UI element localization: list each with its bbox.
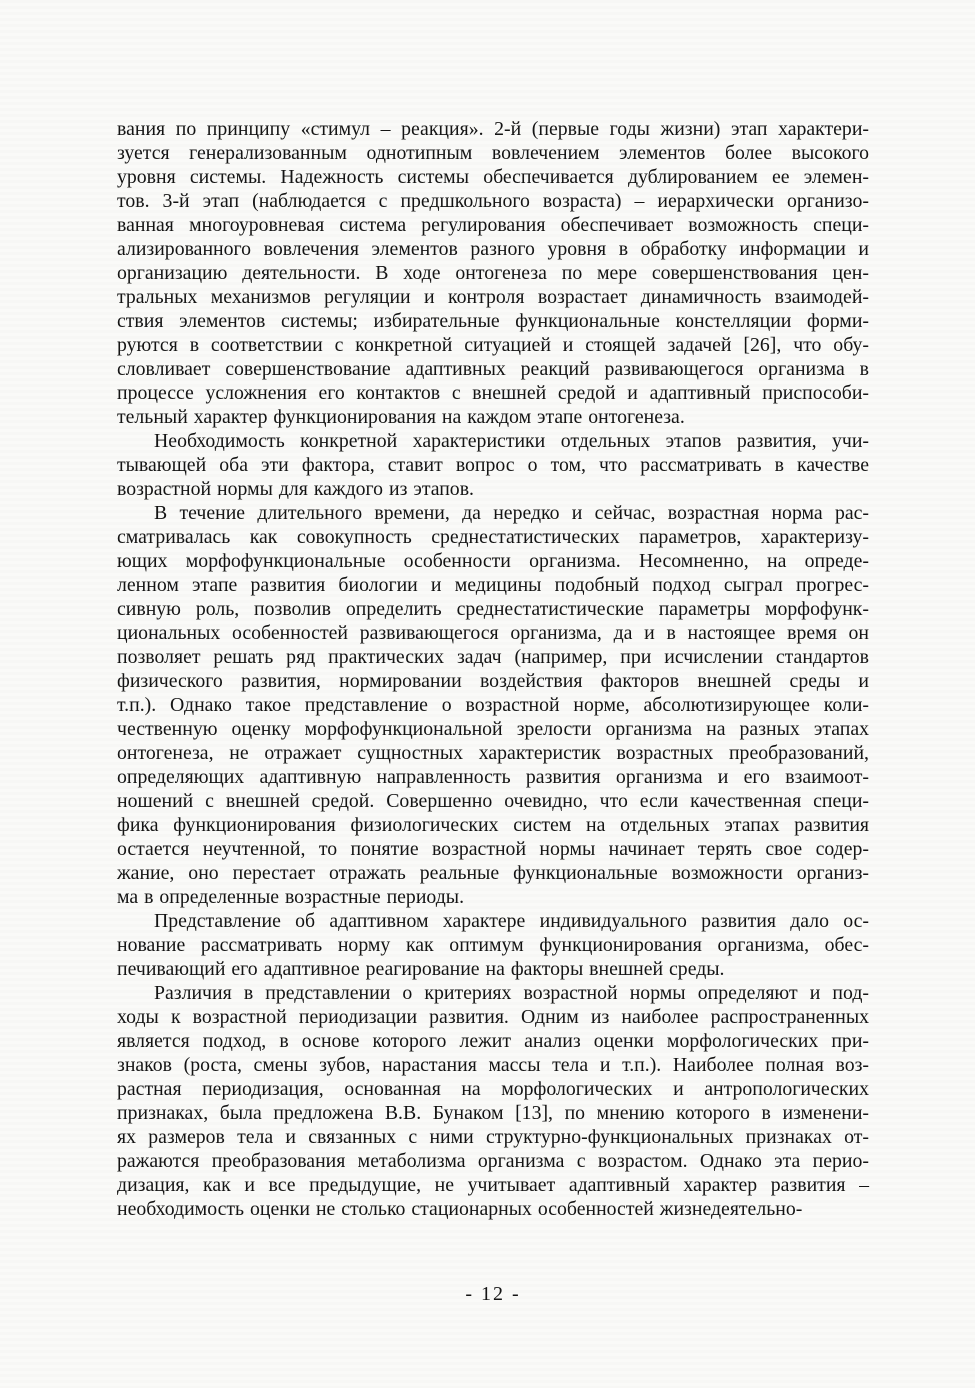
text-line: тывающей оба эти фактора, ставит вопрос о том, что рассматривать в качестве <box>117 454 869 476</box>
text-line: сматривалась как совокупность среднестатистических параметров, характеризу- <box>117 526 869 548</box>
text-line: фика функционирования физиологических систем на отдельных этапах развития <box>117 814 869 836</box>
paragraph <box>117 909 869 981</box>
text-line: вания по принципу «стимул – реакция». 2-й (первые годы жизни) этап характери- <box>117 118 869 140</box>
text-line: растная периодизация, основанная на морфологических и антропологических <box>117 1078 869 1100</box>
text-line: определяющих адаптивную направленность развития организма и его взаимоот- <box>117 766 869 788</box>
page-number: - 12 - <box>465 1283 521 1305</box>
text-line: физического развития, нормировании воздействия факторов внешней среды и <box>117 670 869 692</box>
text-line: словливает совершенствование адаптивных реакций развивающегося организма в <box>117 358 869 380</box>
text-line: ленном этапе развития биологии и медицины подобный подход сыграл прогрес- <box>117 574 869 596</box>
text-line: Различия в представлении о критериях возрастной нормы определяют и под- <box>154 982 869 1004</box>
text-line: ализированного вовлечения элементов разного уровня в обработку информации и <box>117 238 869 260</box>
text-line: организацию деятельности. В ходе онтогенеза по мере совершенствования цен- <box>117 262 869 284</box>
text-line: является подход, в основе которого лежит анализ оценки морфологических при- <box>117 1030 869 1052</box>
text-line: позволяет решать ряд практических задач (например, при исчислении стандартов <box>117 646 869 668</box>
text-line: руются в соответствии с конкретной ситуацией и стоящей задачей [26], что обу- <box>117 334 869 356</box>
text-line: уровня системы. Надежность системы обеспечивается дублированием ее элемен- <box>117 166 869 188</box>
text-line: ражаются преобразования метаболизма организма с возрастом. Однако эта перио- <box>117 1150 869 1172</box>
text-line: нование рассматривать норму как оптимум функционирования организма, обес- <box>117 934 869 956</box>
text-line: тельный характер функционирования на каждом этапе онтогенеза. <box>117 406 685 428</box>
paragraph <box>117 429 869 501</box>
text-line: остается неучтенной, то понятие возрастной нормы начинает терять свое содер- <box>117 838 869 860</box>
text-line: ванная многоуровневая система регулирования обеспечивает возможность специ- <box>117 214 869 236</box>
text-line: процессе усложнения его контактов с внешней средой и адаптивный приспособи- <box>117 382 869 404</box>
text-line: чественную оценку морфофункциональной зрелости организма на разных этапах <box>117 718 869 740</box>
text-line: Представление об адаптивном характере индивидуального развития дало ос- <box>154 910 869 932</box>
text-line: тов. 3-й этап (наблюдается с предшкольного возраста) – иерархически организо- <box>117 190 869 212</box>
page-footer <box>117 1283 869 1306</box>
text-line: Необходимость конкретной характеристики отдельных этапов развития, учи- <box>154 430 869 452</box>
text-line: ходы к возрастной периодизации развития. Одним из наиболее распространенных <box>117 1006 869 1028</box>
text-line: знаков (роста, смены зубов, нарастания массы тела и т.п.). Наиболее полная воз- <box>117 1054 869 1076</box>
text-line: признаках, была предложена В.В. Бунаком [13], по мнению которого в изменени- <box>117 1102 869 1124</box>
text-line: зуется генерализованным однотипным вовлечением элементов более высокого <box>117 142 869 164</box>
text-line: онтогенеза, не отражает сущностных характеристик возрастных преобразований, <box>117 742 869 764</box>
text-line: ма в определенные возрастные периоды. <box>117 886 465 908</box>
paragraph <box>117 117 869 429</box>
text-line: необходимость оценки не столько стационарных особенностей жизнедеятельно- <box>117 1198 803 1220</box>
text-line: циональных особенностей развивающегося организма, да и в настоящее время он <box>117 622 869 644</box>
text-line: В течение длительного времени, да нередко и сейчас, возрастная норма рас- <box>154 502 869 524</box>
page-text-block <box>117 117 869 1221</box>
text-line: ющих морфофункциональные особенности организма. Несомненно, на опреде- <box>117 550 869 572</box>
text-line: сивную роль, позволив определить среднестатистические параметры морфофунк- <box>117 598 869 620</box>
text-line: дизация, как и все предыдущие, не учитывает адаптивный характер развития – <box>117 1174 869 1196</box>
text-line: ношений с внешней средой. Совершенно очевидно, что если качественная специ- <box>117 790 869 812</box>
text-line: возрастной нормы для каждого из этапов. <box>117 478 474 500</box>
text-line: жание, оно перестает отражать реальные функциональные возможности организ- <box>117 862 869 884</box>
text-line: ях размеров тела и связанных с ними структурно-функциональных признаках от- <box>117 1126 869 1148</box>
paragraph <box>117 981 869 1221</box>
text-line: тральных механизмов регуляции и контроля возрастает динамичность взаимодей- <box>117 286 869 308</box>
text-line: т.п.). Однако такое представление о возрастной норме, абсолютизирующее коли- <box>117 694 869 716</box>
text-line: ствия элементов системы; избирательные функциональные констелляции форми- <box>117 310 869 332</box>
text-line: печивающий его адаптивное реагирование на факторы внешней среды. <box>117 958 725 980</box>
paragraph <box>117 501 869 909</box>
